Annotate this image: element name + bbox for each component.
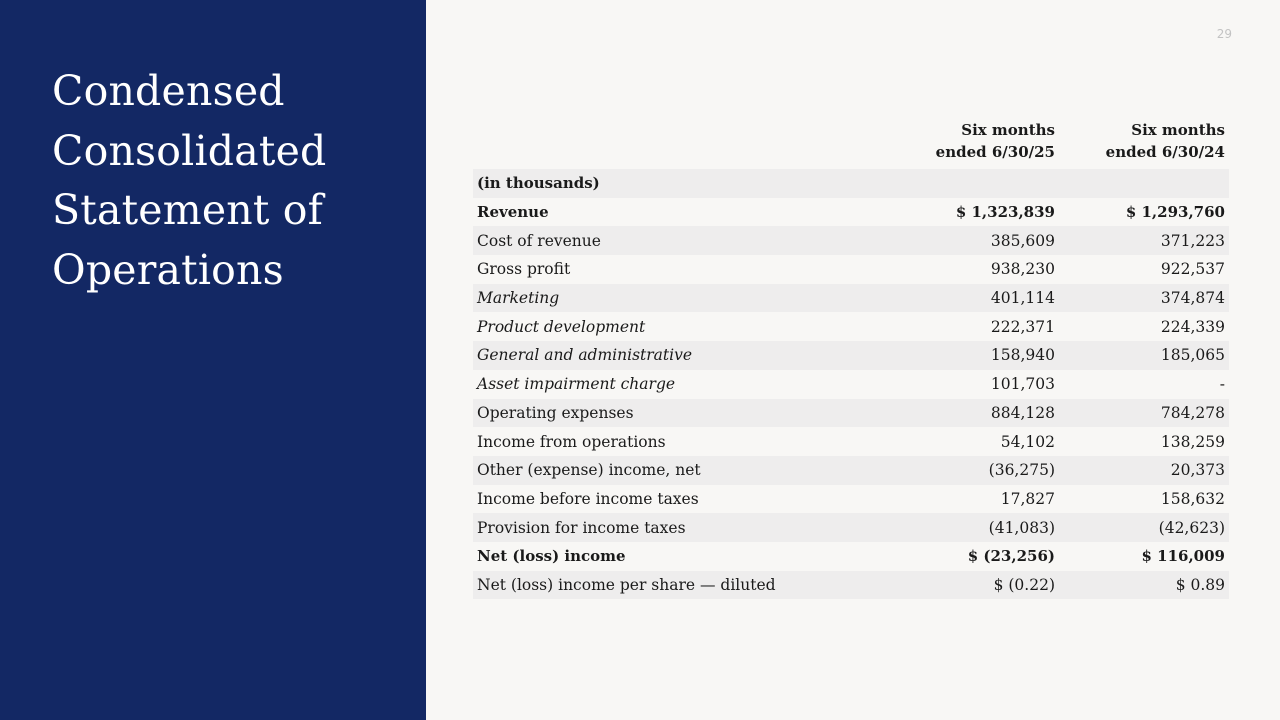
page-number: 29 bbox=[1216, 27, 1232, 41]
column-header-line: ended 6/30/25 bbox=[935, 143, 1055, 161]
row-label: Net (loss) income per share — diluted bbox=[477, 575, 776, 594]
value-2025: 884,128 bbox=[990, 403, 1055, 422]
table-row bbox=[473, 341, 1229, 370]
slide-title-line: Statement of bbox=[52, 186, 324, 234]
slide-title bbox=[52, 62, 392, 300]
row-label: Asset impairment charge bbox=[477, 375, 676, 394]
value-2025: 101,703 bbox=[990, 375, 1055, 394]
value-2024: $ 116,009 bbox=[1141, 547, 1225, 566]
value-2024: $ 0.89 bbox=[1175, 575, 1225, 594]
value-2025: 54,102 bbox=[1000, 432, 1055, 451]
value-2024: $ 1,293,760 bbox=[1125, 203, 1225, 222]
value-2024: 374,874 bbox=[1160, 289, 1225, 308]
row-label: General and administrative bbox=[477, 346, 693, 365]
value-2025: 17,827 bbox=[1000, 489, 1055, 508]
table-row bbox=[473, 255, 1229, 284]
value-2024: 784,278 bbox=[1160, 403, 1225, 422]
table-row bbox=[473, 427, 1229, 456]
table-row bbox=[473, 456, 1229, 485]
value-2025: 158,940 bbox=[990, 346, 1055, 365]
value-2024: 158,632 bbox=[1160, 489, 1225, 508]
value-2024: 20,373 bbox=[1170, 461, 1225, 480]
row-label: Cost of revenue bbox=[477, 231, 601, 250]
column-header-line: ended 6/30/24 bbox=[1105, 143, 1225, 161]
column-header-line: Six months bbox=[1131, 121, 1225, 139]
table-row bbox=[473, 169, 1229, 198]
value-2025: $ (0.22) bbox=[993, 575, 1055, 594]
value-2025: 385,609 bbox=[990, 231, 1055, 250]
row-label: Marketing bbox=[477, 289, 560, 308]
row-label: Product development bbox=[477, 317, 646, 336]
column-header-line: Six months bbox=[961, 121, 1055, 139]
value-2024: 922,537 bbox=[1160, 260, 1225, 279]
table-row bbox=[473, 370, 1229, 399]
value-2025: 938,230 bbox=[990, 260, 1055, 279]
table-row bbox=[473, 312, 1229, 341]
table-row bbox=[473, 226, 1229, 255]
value-2024: - bbox=[1219, 375, 1225, 394]
row-label: Gross profit bbox=[477, 260, 571, 279]
value-2024: 224,339 bbox=[1160, 317, 1225, 336]
row-label: Revenue bbox=[477, 203, 549, 222]
table-header bbox=[473, 119, 1229, 169]
table-row bbox=[473, 571, 1229, 600]
value-2024: 138,259 bbox=[1160, 432, 1225, 451]
slide-title-line: Consolidated bbox=[52, 126, 327, 175]
value-2024: 371,223 bbox=[1160, 231, 1225, 250]
table-row bbox=[473, 399, 1229, 428]
table-body bbox=[473, 169, 1229, 599]
slide-title-line: Operations bbox=[52, 245, 284, 294]
column-header-2024 bbox=[1059, 119, 1229, 163]
table-row bbox=[473, 513, 1229, 542]
row-label: Net (loss) income bbox=[477, 547, 626, 566]
table-row bbox=[473, 198, 1229, 227]
value-2025: 401,114 bbox=[990, 289, 1055, 308]
table-row bbox=[473, 284, 1229, 313]
operations-table bbox=[473, 119, 1229, 599]
title-panel bbox=[0, 0, 426, 720]
column-header-2025 bbox=[889, 119, 1059, 163]
value-2025: (41,083) bbox=[988, 518, 1055, 537]
table-row bbox=[473, 542, 1229, 571]
value-2024: (42,623) bbox=[1158, 518, 1225, 537]
value-2025: $ 1,323,839 bbox=[955, 203, 1055, 222]
row-label: Operating expenses bbox=[477, 403, 634, 422]
row-label: Income from operations bbox=[477, 432, 666, 451]
value-2025: $ (23,256) bbox=[967, 547, 1055, 566]
table-row bbox=[473, 485, 1229, 514]
row-label: Other (expense) income, net bbox=[477, 461, 701, 480]
slide-title-line: Condensed bbox=[52, 67, 285, 115]
value-2025: 222,371 bbox=[990, 317, 1055, 336]
row-label: Income before income taxes bbox=[477, 489, 699, 508]
row-label: Provision for income taxes bbox=[477, 518, 686, 537]
row-label: (in thousands) bbox=[477, 174, 600, 193]
value-2025: (36,275) bbox=[988, 461, 1055, 480]
value-2024: 185,065 bbox=[1160, 346, 1225, 365]
